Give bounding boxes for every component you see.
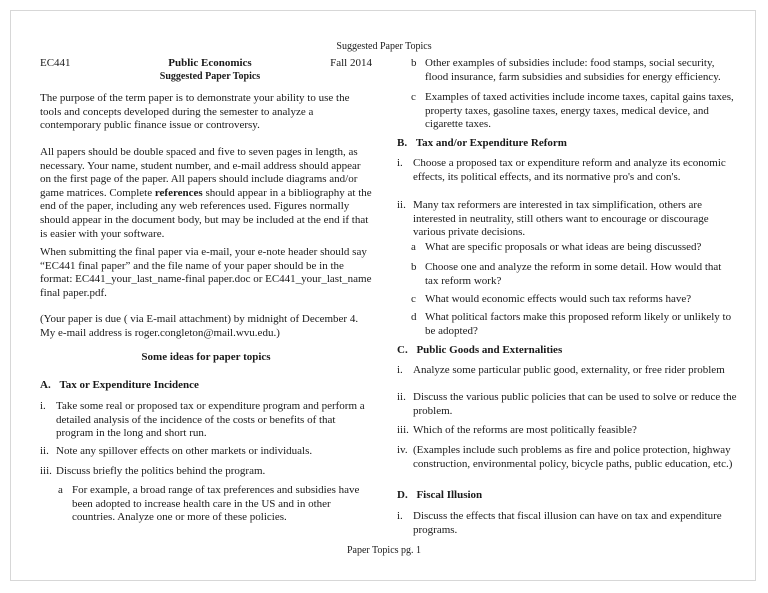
list-marker: iii. [40, 465, 52, 477]
section-c-heading [397, 344, 562, 356]
intro-paragraph-deadline: (Your paper is due ( via E-mail attachment) by midnight of December 4. My e-mail address is roger.congleton@mail.wvu.edu.) [40, 313, 359, 339]
section-d-letter: D. [397, 489, 408, 501]
section-b-letter: B. [397, 137, 408, 149]
list-marker: a [411, 241, 416, 253]
document-subtitle: Suggested Paper Topics [159, 71, 261, 82]
list-marker: iii. [397, 424, 409, 436]
list-text: Analyze some particular public good, externality, or free rider problem [413, 364, 725, 376]
list-text: Take some real or proposed tax or expenditure program and perform a detailed analysis of the incidence of the costs or benefits of that program in the long and short run. [56, 400, 365, 440]
list-marker: d [411, 311, 417, 323]
list-marker: i. [397, 364, 403, 376]
list-marker: ii. [397, 199, 406, 211]
list-text: Discuss the effects that fiscal illusion can have on tax and expenditure programs. [413, 510, 722, 536]
section-d-heading [397, 489, 482, 501]
list-text: Choose one and analyze the reform in some detail. How would that tax reform work? [425, 261, 722, 287]
list-marker: b [411, 261, 417, 273]
course-code: EC441 [40, 57, 71, 69]
list-text: Discuss briefly the politics behind the program. [56, 465, 266, 477]
list-marker: ii. [40, 445, 49, 457]
page-footer: Paper Topics pg. 1 [346, 545, 422, 556]
list-marker: i. [40, 400, 46, 412]
format-text-1: All papers should be double spaced and five to seven pages in length, as necessary. Your name, student number, and e-mail address should appear on the first page of the paper. All papers should include diagrams and/or game matrices. Complete [40, 146, 361, 199]
intro-paragraph-submission: When submitting the final paper via e-mail, your e-note header should say “EC441 final paper” and the file name of your paper should be in the format: EC441_your_last_name-final paper.doc or EC441_your_last_name final paper.pdf. [40, 246, 372, 299]
list-text: Examples of taxed activities include income taxes, capital gains taxes, property taxes, gasoline taxes, energy taxes, medical device, and cigarette taxes. [425, 91, 734, 131]
list-text: (Examples include such problems as fire and police protection, highway construction, environmental policy, bicycle paths, public education, etc.) [413, 444, 733, 470]
ideas-heading: Some ideas for paper topics [141, 351, 271, 363]
section-a-heading [40, 379, 199, 391]
format-text-2: should appear in a bibliography at the end of the paper, including any web references used. Figures normally should appear in the document body, but may be included at the end if that is easier with your software. [40, 186, 372, 240]
list-text: What are specific proposals or what ideas are being discussed? [425, 241, 702, 253]
section-a-title: Tax or Expenditure Incidence [59, 379, 199, 391]
list-marker: c [411, 91, 416, 103]
list-marker: i. [397, 510, 403, 522]
section-d-title: Fiscal Illusion [416, 489, 483, 501]
course-title: Public Economics [168, 57, 252, 69]
list-marker: c [411, 293, 416, 305]
list-text: Discuss the various public policies that can be used to solve or reduce the problem. [413, 391, 737, 417]
section-b-title: Tax and/or Expenditure Reform [415, 137, 567, 149]
list-text: Many tax reformers are interested in tax simplification, others are interested in neutrality, still others want to encourage or discourage various private decisions. [413, 199, 709, 239]
references-emphasis: references [154, 186, 203, 199]
list-marker: a [58, 484, 63, 496]
running-header: Suggested Paper Topics [336, 41, 432, 52]
section-b-heading [397, 137, 567, 149]
list-marker: ii. [397, 391, 406, 403]
list-text: What political factors make this proposed reform likely or unlikely to be adopted? [425, 311, 732, 337]
list-text: Choose a proposed tax or expenditure reform and analyze its economic effects, its political effects, and its normative pro's and con's. [413, 157, 726, 183]
list-text: What would economic effects would such tax reforms have? [425, 293, 692, 305]
section-c-letter: C. [397, 344, 408, 356]
list-marker: b [411, 57, 417, 69]
intro-paragraph-purpose: The purpose of the term paper is to demonstrate your ability to use the tools and concepts developed during the semester to analyze a contemporary public finance issue or controversy. [40, 92, 350, 132]
list-marker: i. [397, 157, 403, 169]
list-text: Note any spillover effects on other markets or individuals. [56, 445, 313, 457]
section-c-title: Public Goods and Externalities [416, 344, 563, 356]
list-text: Which of the reforms are most politically feasible? [413, 424, 637, 436]
intro-paragraph-format [40, 146, 372, 241]
list-text: Other examples of subsidies include: food stamps, social security, flood insurance, farm subsidies and subsidies for energy efficiency. [425, 57, 721, 83]
term: Fall 2014 [330, 57, 372, 69]
list-marker: iv. [397, 444, 408, 456]
list-text: For example, a broad range of tax preferences and subsidies have been adopted to increase health care in the US and in other countries. Analyze one or more of these policies. [72, 484, 360, 524]
section-a-letter: A. [40, 379, 51, 391]
